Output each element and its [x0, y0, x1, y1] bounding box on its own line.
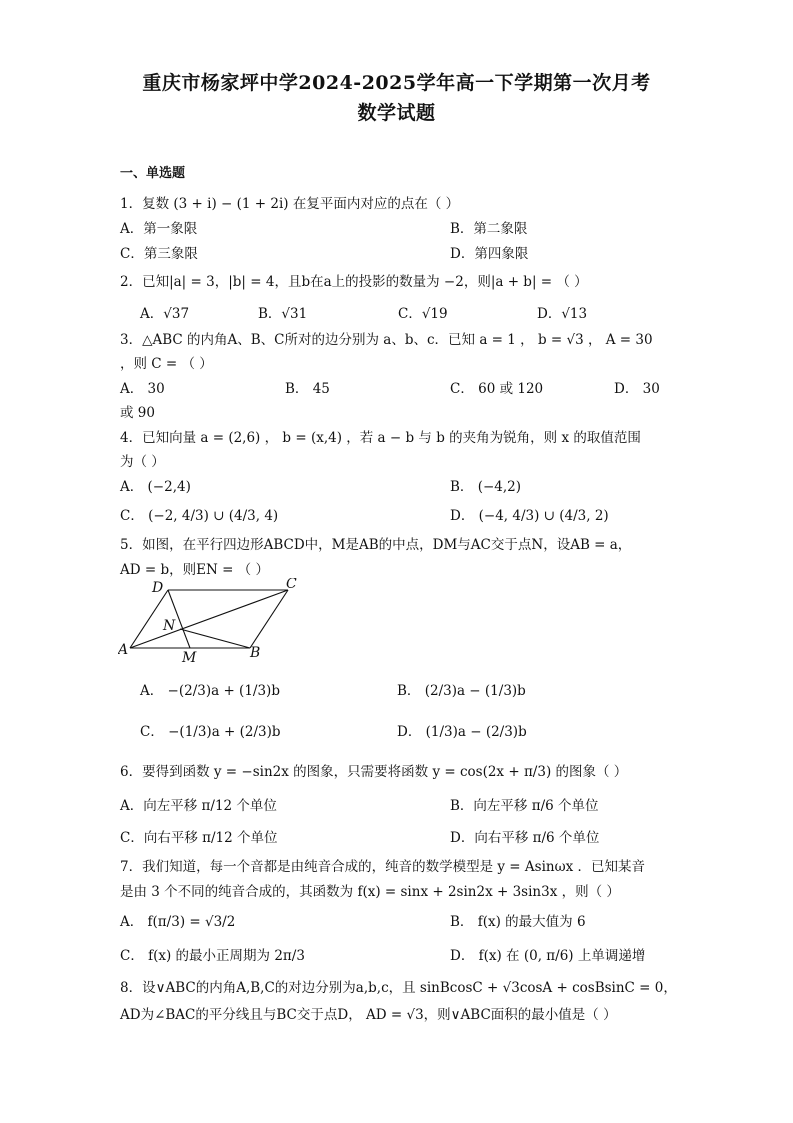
q6-option-c: C．向右平移 π/12 个单位 [120, 830, 278, 846]
q1-option-d: D．第四象限 [450, 246, 529, 262]
q3-option-d-continued: 或 90 [120, 405, 155, 421]
q5-option-c: C． −(1/3)a + (2/3)b [140, 724, 281, 740]
q2-option-c: C．√19 [398, 306, 448, 322]
label-b: B [250, 645, 261, 661]
q1-stem: 1．复数 (3 + i) − (1 + 2i) 在复平面内对应的点在（ ） [120, 196, 460, 212]
section-heading: 一、单选题 [120, 166, 186, 181]
label-a: A [118, 642, 129, 658]
label-m: M [182, 650, 197, 664]
exam-title-line2: 数学试题 [357, 102, 436, 124]
q4-stem-line2: 为（ ） [120, 454, 165, 470]
q4-option-d: D． (−4, 4/3) ∪ (4/3, 2) [450, 508, 609, 524]
q3-option-c: C． 60 或 120 [450, 381, 544, 397]
q6-option-b: B．向左平移 π/6 个单位 [450, 798, 599, 814]
q5-option-b: B． (2/3)a − (1/3)b [397, 683, 526, 699]
q2-option-b: B．√31 [258, 306, 308, 322]
q3-option-d: D． 30 [614, 381, 660, 397]
q5-option-a: A． −(2/3)a + (1/3)b [140, 683, 280, 699]
exam-title-line1: 重庆市杨家坪中学2024-2025学年高一下学期第一次月考 [142, 72, 651, 94]
diagonal-ac [130, 590, 288, 648]
label-c: C [286, 578, 297, 592]
q2-option-a: A．√37 [140, 306, 190, 322]
q4-option-b: B． (−4,2) [450, 479, 522, 495]
parallelogram-figure [118, 578, 308, 664]
q7-stem-line1: 7．我们知道，每一个音都是由纯音合成的，纯音的数学模型是 y = Asinωx ．已知某音 [120, 859, 646, 875]
q7-stem-line2: 是由 3 个不同的纯音合成的，其函数为 f(x) = sinx + 2sin2x + 3sin3x ，则（ ） [120, 884, 620, 900]
q1-option-b: B．第二象限 [450, 221, 528, 237]
q3-option-b: B． 45 [285, 381, 330, 397]
q1-option-a: A．第一象限 [120, 221, 198, 237]
q3-stem-line1: 3．△ABC 的内角A、B、C所对的边分别为 a、b、c．已知 a = 1 ， b = √3 ， A = 30 [120, 332, 653, 348]
q2-option-d: D．√13 [537, 306, 588, 322]
q5-stem-line2: AD = b，则EN = （ ） [120, 562, 269, 578]
q7-option-a: A． f(π/3) = √3/2 [120, 914, 236, 930]
q3-option-a: A． 30 [120, 381, 165, 397]
q4-option-c: C． (−2, 4/3) ∪ (4/3, 4) [120, 508, 279, 524]
q3-stem-line2: ，则 C = （ ） [120, 356, 213, 372]
q6-option-d: D．向右平移 π/6 个单位 [450, 830, 600, 846]
label-n: N [163, 618, 176, 634]
q7-option-c: C． f(x) 的最小正周期为 2π/3 [120, 948, 305, 964]
q6-option-a: A．向左平移 π/12 个单位 [120, 798, 277, 814]
q8-stem-line2: AD为∠BAC的平分线且与BC交于点D， AD = √3，则∨ABC面积的最小值是（ ） [120, 1007, 617, 1023]
q7-option-d: D． f(x) 在 (0, π/6) 上单调递增 [450, 948, 646, 964]
label-d: D [152, 580, 164, 596]
q2-stem: 2．已知|a| = 3，|b| = 4，且b在a上的投影的数量为 −2，则|a + b| = （ ） [120, 274, 588, 290]
segment-nb [180, 629, 250, 648]
q1-option-c: C．第三象限 [120, 246, 198, 262]
q8-stem-line1: 8．设∨ABC的内角A,B,C的对边分别为a,b,c，且 sinBcosC + √3cosA + cosBsinC = 0， [120, 980, 677, 996]
q5-option-d: D． (1/3)a − (2/3)b [397, 724, 527, 740]
q7-option-b: B． f(x) 的最大值为 6 [450, 914, 586, 930]
q5-stem-line1: 5．如图，在平行四边形ABCD中，M是AB的中点，DM与AC交于点N，设AB = a， [120, 537, 632, 553]
q6-stem: 6．要得到函数 y = −sin2x 的图象，只需要将函数 y = cos(2x + π/3) 的图象（ ） [120, 764, 628, 780]
edge-bc [250, 590, 288, 648]
q4-stem-line1: 4．已知向量 a = (2,6) ， b = (x,4) ，若 a − b 与 b 的夹角为锐角，则 x 的取值范围 [120, 430, 641, 446]
q4-option-a: A． (−2,4) [120, 479, 191, 495]
